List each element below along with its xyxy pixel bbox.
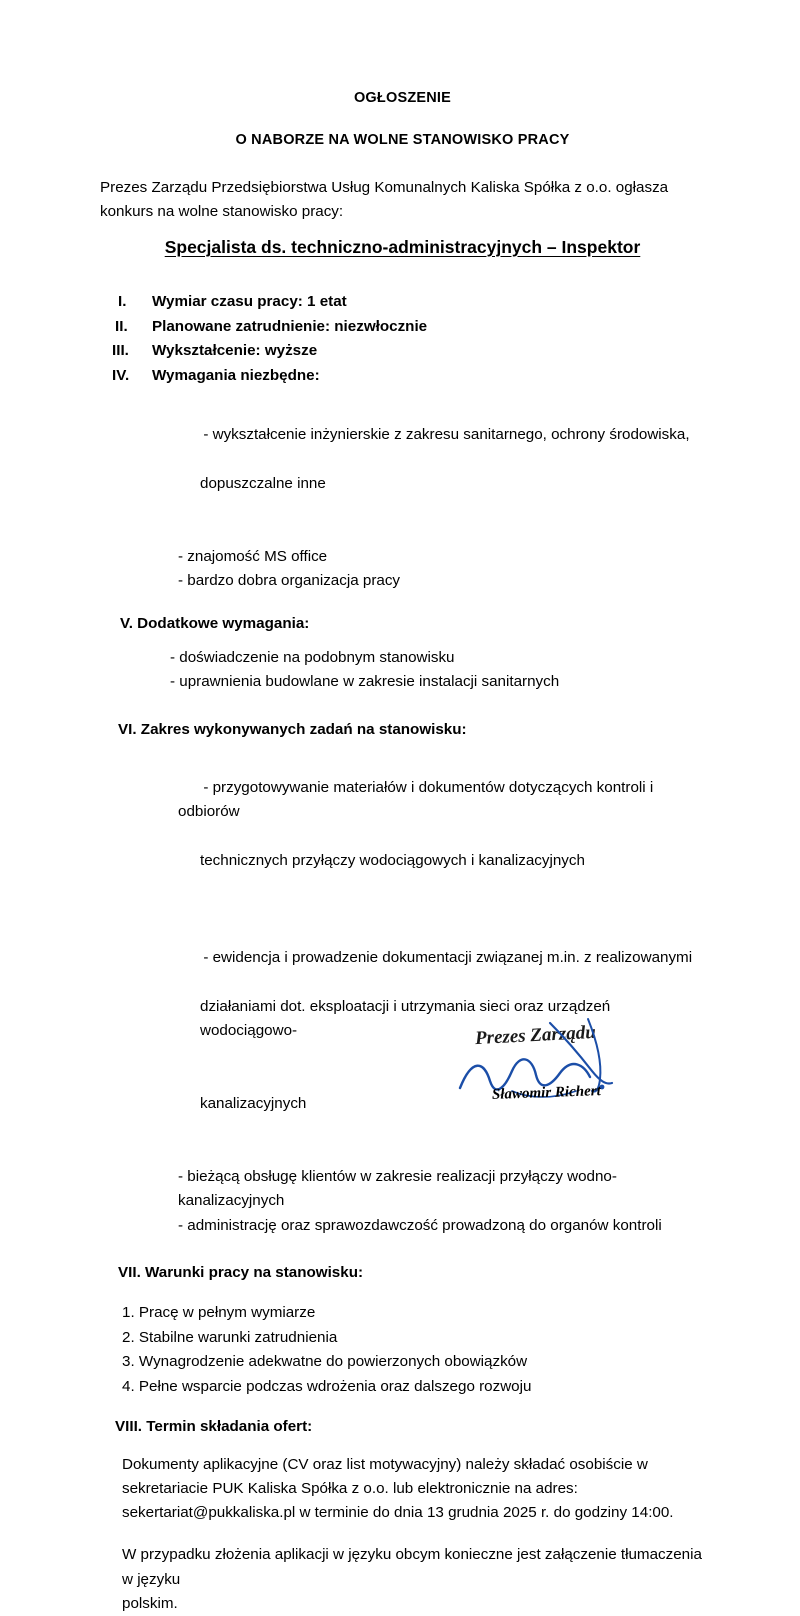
list-item-label: Wymagania niezbędne: bbox=[152, 367, 320, 384]
list-item-text: - ewidencja i prowadzenie dokumentacji związanej m.in. z realizowanymi bbox=[203, 949, 693, 967]
list-item-numeral: III. bbox=[112, 342, 129, 360]
list-item-text-continued-2: kanalizacyjnych bbox=[200, 1095, 307, 1113]
list-item-text-continued: dopuszczalne inne bbox=[200, 474, 326, 492]
document-heading-primary: OGŁOSZENIE bbox=[353, 90, 452, 106]
list-item-numeral: II. bbox=[115, 317, 128, 335]
requirements-list bbox=[178, 399, 705, 594]
intro-paragraph: Prezes Zarządu Przedsiębiorstwa Usług Komunalnych Kaliska Spółka z o.o. ogłasza konkurs na wolne stanowisko pracy: bbox=[100, 179, 669, 220]
list-item-text-continued: technicznych przyłączy wodociągowych i kanalizacyjnych bbox=[200, 852, 585, 869]
list-item: 1. Pracę w pełnym wymiarze bbox=[122, 1304, 316, 1321]
list-item-label: Wykształcenie: wyższe bbox=[152, 342, 318, 360]
list-item-numeral: I. bbox=[118, 293, 127, 311]
additional-requirements-list bbox=[170, 646, 705, 695]
application-paragraph-line-2: sekretariacie PUK Kaliska Spółka z o.o. lub elektronicznie na adres: bbox=[122, 1479, 578, 1497]
list-item-numeral: IV. bbox=[112, 367, 130, 384]
list-item-label: Wymiar czasu pracy: 1 etat bbox=[152, 293, 347, 311]
list-item-text-continued: działaniami dot. eksploatacji i utrzymania sieci oraz urządzeń wodociągowo- bbox=[200, 997, 615, 1040]
list-item: 2. Stabilne warunki zatrudnienia bbox=[122, 1328, 338, 1346]
tasks-list bbox=[178, 752, 705, 1238]
list-item bbox=[100, 364, 705, 389]
signature-title: Prezes Zarządu bbox=[474, 1021, 597, 1050]
list-item bbox=[100, 290, 705, 315]
list-item: 3. Wynagrodzenie adekwatne do powierzonych obowiązków bbox=[122, 1353, 528, 1371]
foreign-language-line-1: W przypadku złożenia aplikacji w języku obcym konieczne jest załączenie tłumaczenia w języku bbox=[122, 1546, 702, 1588]
foreign-language-line-2: polskim. bbox=[122, 1595, 178, 1613]
roman-numeral-list bbox=[100, 290, 705, 389]
list-item: 4. Pełne wsparcie podczas wdrożenia oraz dalszego rozwoju bbox=[122, 1377, 532, 1395]
list-item: - uprawnienia budowlane w zakresie instalacji sanitarnych bbox=[170, 673, 560, 691]
application-paragraph-line-1: Dokumenty aplikacyjne (CV oraz list motywacyjny) należy składać osobiście w bbox=[122, 1455, 648, 1473]
list-item bbox=[100, 339, 705, 364]
list-item: - znajomość MS office bbox=[178, 547, 328, 565]
application-paragraph-line-3: sekertariat@pukkaliska.pl w terminie do dnia 13 grudnia 2025 r. do godziny 14:00. bbox=[122, 1504, 674, 1522]
list-item: - administrację oraz sprawozdawczość prowadzoną do organów kontroli bbox=[178, 1216, 662, 1234]
signature-name: Sławomir Richert bbox=[491, 1083, 602, 1103]
signature-block bbox=[420, 1007, 720, 1117]
foreign-language-paragraph bbox=[122, 1543, 705, 1616]
handwritten-signature-icon bbox=[450, 1013, 700, 1123]
list-item: - bieżącą obsługę klientów w zakresie realizacji przyłączy wodno-kanalizacyjnych bbox=[178, 1168, 617, 1210]
section-heading-v: V. Dodatkowe wymagania: bbox=[120, 615, 310, 633]
application-paragraph bbox=[122, 1453, 705, 1526]
list-item-label: Planowane zatrudnienie: niezwłocznie bbox=[152, 317, 428, 335]
list-item bbox=[178, 752, 705, 922]
position-title: Specjalista ds. techniczno-administracyjnych – Inspektor bbox=[164, 237, 641, 258]
section-heading-vii: VII. Warunki pracy na stanowisku: bbox=[118, 1264, 364, 1281]
document-heading-secondary: O NABORZE NA WOLNE STANOWISKO PRACY bbox=[235, 132, 570, 148]
list-item bbox=[178, 399, 705, 545]
list-item: - doświadczenie na podobnym stanowisku bbox=[170, 649, 455, 667]
work-conditions-list bbox=[122, 1301, 705, 1400]
list-item-text: - przygotowywanie materiałów i dokumentów dotyczących kontroli i odbiorów bbox=[178, 779, 658, 821]
section-heading-vi: VI. Zakres wykonywanych zadań na stanowisku: bbox=[118, 720, 467, 738]
list-item: - bardzo dobra organizacja pracy bbox=[178, 571, 401, 589]
section-heading-viii: VIII. Termin składania ofert: bbox=[115, 1417, 313, 1435]
list-item-text: - wykształcenie inżynierskie z zakresu sanitarnego, ochrony środowiska, bbox=[203, 425, 690, 443]
list-item bbox=[100, 315, 705, 340]
